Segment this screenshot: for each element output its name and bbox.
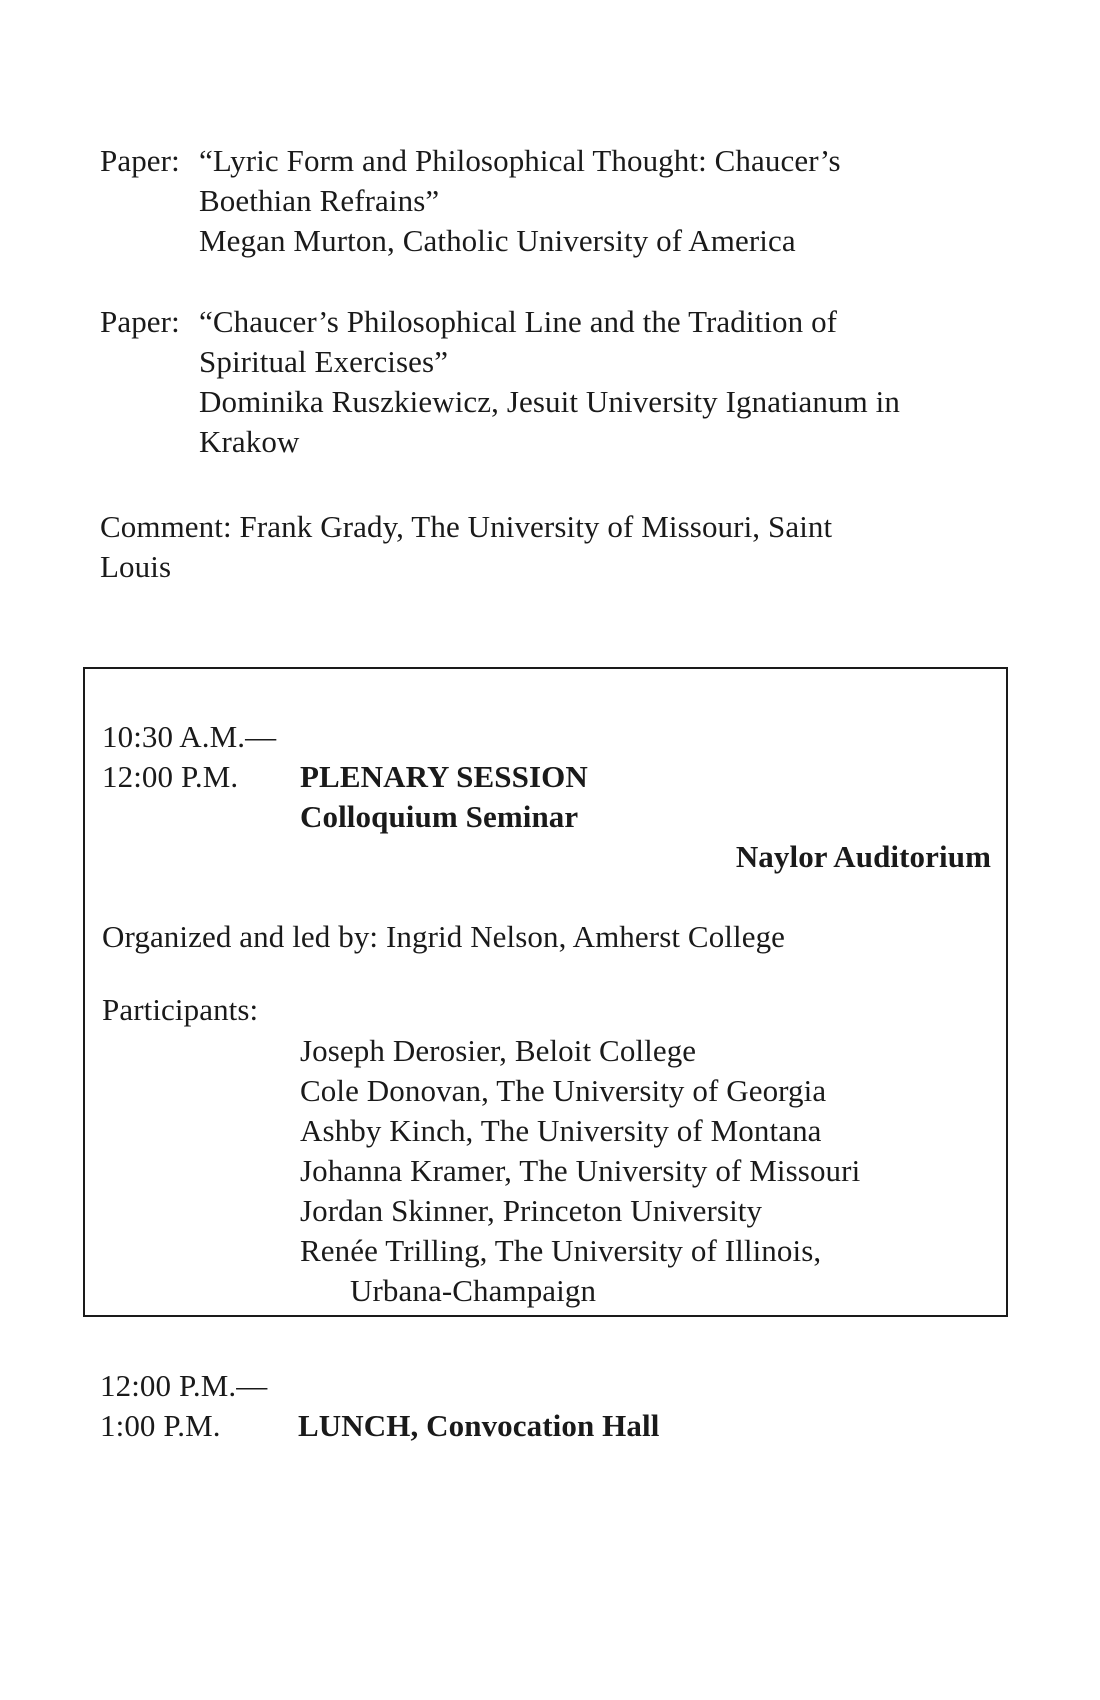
plenary-session-box <box>83 667 1008 1317</box>
paper-entry-2 <box>100 302 1000 462</box>
paper-entry-1 <box>100 141 1000 261</box>
session-comment <box>100 507 980 587</box>
participant-item: Joseph Derosier, Beloit College <box>300 1033 697 1068</box>
plenary-location: Naylor Auditorium <box>735 839 991 874</box>
paper-title-continued: Spiritual Exercises” <box>199 344 449 379</box>
participant-item: Johanna Kramer, The University of Missouri <box>300 1153 861 1188</box>
paper-title: “Chaucer’s Philosophical Line and the Tradition of <box>199 304 838 339</box>
participant-item: Ashby Kinch, The University of Montana <box>300 1113 822 1148</box>
comment-line: Comment: Frank Grady, The University of Missouri, Saint <box>100 509 833 544</box>
plenary-subtitle: Colloquium Seminar <box>300 799 579 834</box>
paper-author: Dominika Ruszkiewicz, Jesuit University Ignatianum in <box>199 384 900 419</box>
plenary-time-end: 12:00 P.M. <box>102 759 239 794</box>
paper-label: Paper: <box>100 304 180 339</box>
participants-label: Participants: <box>102 992 259 1027</box>
lunch-entry <box>100 1366 1000 1466</box>
paper-title-continued: Boethian Refrains” <box>199 183 440 218</box>
participant-item: Cole Donovan, The University of Georgia <box>300 1073 827 1108</box>
participant-item: Jordan Skinner, Princeton University <box>300 1193 763 1228</box>
paper-title: “Lyric Form and Philosophical Thought: Chaucer’s <box>199 143 841 178</box>
plenary-organizer: Organized and led by: Ingrid Nelson, Amherst College <box>102 919 786 954</box>
lunch-time-end: 1:00 P.M. <box>100 1408 221 1443</box>
paper-author-continued: Krakow <box>199 424 300 459</box>
plenary-time-start: 10:30 A.M.— <box>102 719 277 754</box>
comment-line-continued: Louis <box>100 549 172 584</box>
plenary-title: PLENARY SESSION <box>300 759 588 794</box>
participant-item: Renée Trilling, The University of Illinois, <box>300 1233 822 1268</box>
paper-label: Paper: <box>100 143 180 178</box>
lunch-time-start: 12:00 P.M.— <box>100 1368 268 1403</box>
participant-item-continued: Urbana-Champaign <box>350 1273 597 1308</box>
participants-list <box>300 1031 860 1311</box>
paper-author: Megan Murton, Catholic University of America <box>199 223 796 258</box>
lunch-title: LUNCH, Convocation Hall <box>298 1408 660 1443</box>
